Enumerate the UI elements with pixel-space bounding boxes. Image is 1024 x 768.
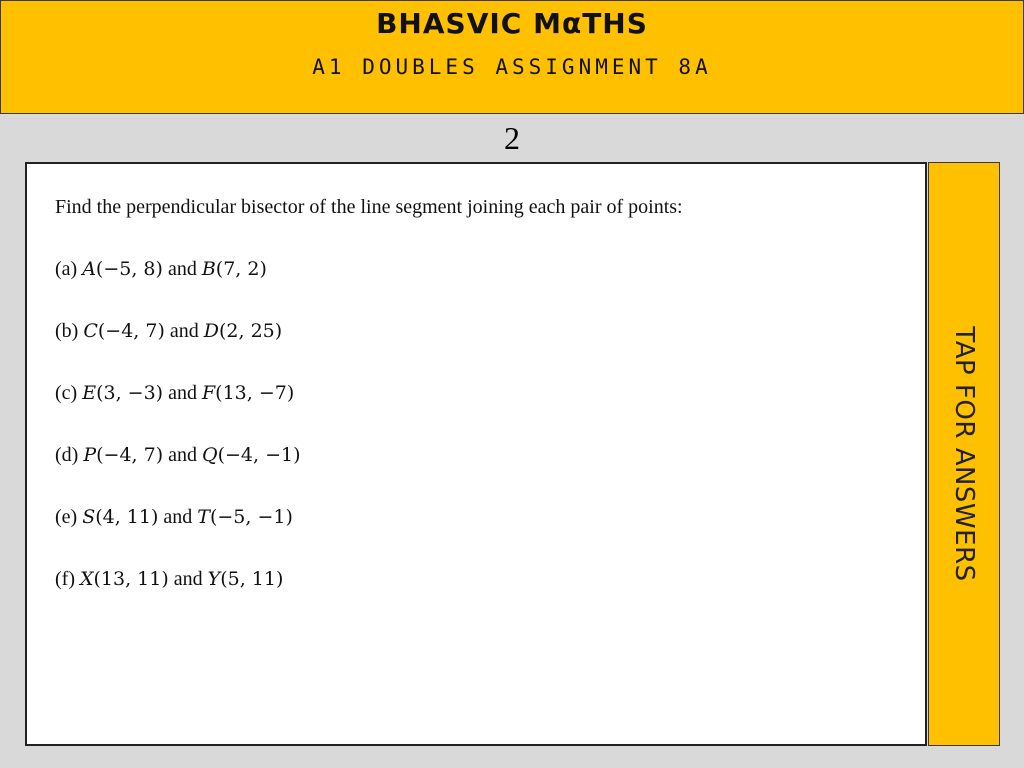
point-1: 𝐴(−5, 8) bbox=[82, 258, 163, 280]
point-1: 𝐶(−4, 7) bbox=[83, 320, 165, 342]
point-1: 𝑃(−4, 7) bbox=[83, 444, 164, 466]
item-label: (d) bbox=[55, 444, 79, 466]
header-subtitle: A1 DOUBLES ASSIGNMENT 8A bbox=[312, 55, 712, 79]
point-1: 𝐸(3, −3) bbox=[82, 382, 164, 404]
point-1: 𝑆(4, 11) bbox=[82, 506, 159, 528]
slide-number: 2 bbox=[504, 120, 520, 156]
item-label: (b) bbox=[55, 320, 79, 342]
question-item-e bbox=[55, 502, 301, 564]
item-conjunction: and bbox=[168, 382, 197, 404]
point-2: 𝐷(2, 25) bbox=[203, 320, 283, 342]
question-item-b bbox=[55, 316, 301, 378]
item-conjunction: and bbox=[163, 506, 193, 528]
question-list bbox=[55, 254, 301, 626]
point-2: 𝑌(5, 11) bbox=[207, 568, 284, 590]
item-conjunction: and bbox=[169, 320, 199, 342]
question-item-a bbox=[55, 254, 301, 316]
point-2: 𝐹(13, −7) bbox=[201, 382, 295, 404]
question-instruction: Find the perpendicular bisector of the line segment joining each pair of points: bbox=[55, 196, 683, 218]
item-conjunction: and bbox=[168, 444, 198, 466]
tap-for-answers-button[interactable] bbox=[928, 162, 1000, 746]
header-banner bbox=[0, 0, 1024, 114]
header-title: BHASVIC MαTHS bbox=[376, 7, 648, 40]
point-2: 𝐵(7, 2) bbox=[201, 258, 267, 280]
item-label: (c) bbox=[55, 382, 78, 404]
point-2: 𝑇(−5, −1) bbox=[197, 506, 293, 528]
question-item-d bbox=[55, 440, 301, 502]
point-2: 𝑄(−4, −1) bbox=[202, 444, 301, 466]
item-conjunction: and bbox=[167, 258, 197, 280]
item-label: (e) bbox=[55, 506, 78, 528]
question-panel bbox=[25, 162, 927, 746]
item-label: (a) bbox=[55, 258, 78, 280]
item-label: (f) bbox=[55, 568, 75, 590]
question-item-c bbox=[55, 378, 301, 440]
point-1: 𝑋(13, 11) bbox=[79, 568, 169, 590]
answers-tab-label: TAP FOR ANSWERS bbox=[949, 326, 979, 582]
item-conjunction: and bbox=[173, 568, 203, 590]
question-item-f bbox=[55, 564, 301, 626]
